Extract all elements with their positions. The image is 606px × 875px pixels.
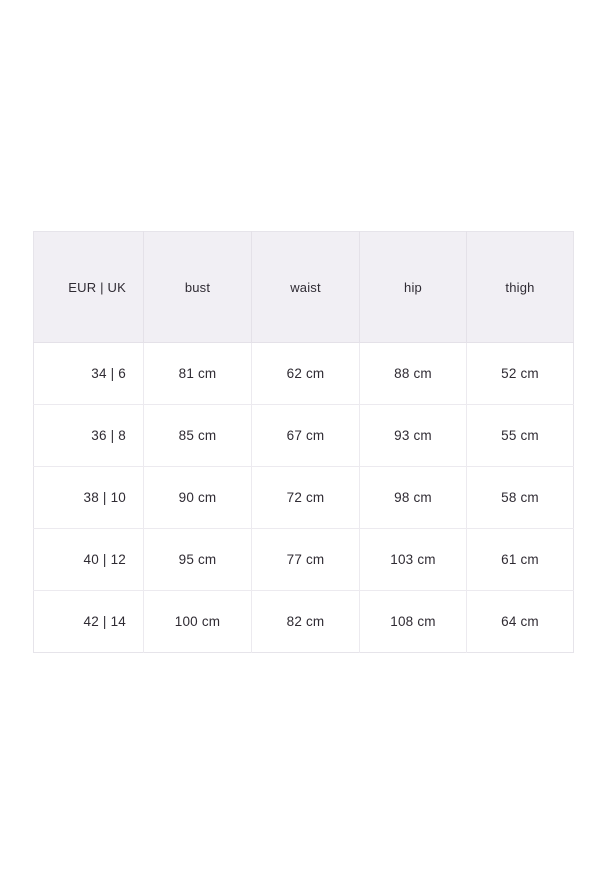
cell-waist: 67 cm — [252, 405, 360, 467]
cell-size: 34 | 6 — [34, 343, 144, 405]
cell-size: 36 | 8 — [34, 405, 144, 467]
table-row — [34, 529, 574, 591]
cell-hip: 108 cm — [360, 591, 467, 653]
table-body — [34, 343, 574, 653]
column-header-bust: bust — [144, 232, 252, 343]
cell-waist: 82 cm — [252, 591, 360, 653]
cell-size: 40 | 12 — [34, 529, 144, 591]
cell-hip: 103 cm — [360, 529, 467, 591]
cell-bust: 100 cm — [144, 591, 252, 653]
cell-hip: 98 cm — [360, 467, 467, 529]
cell-waist: 62 cm — [252, 343, 360, 405]
column-header-thigh: thigh — [467, 232, 574, 343]
column-header-waist: waist — [252, 232, 360, 343]
cell-size: 42 | 14 — [34, 591, 144, 653]
cell-bust: 81 cm — [144, 343, 252, 405]
table-row — [34, 467, 574, 529]
cell-bust: 90 cm — [144, 467, 252, 529]
cell-thigh: 58 cm — [467, 467, 574, 529]
cell-bust: 85 cm — [144, 405, 252, 467]
cell-hip: 88 cm — [360, 343, 467, 405]
cell-thigh: 64 cm — [467, 591, 574, 653]
cell-thigh: 52 cm — [467, 343, 574, 405]
table-row — [34, 591, 574, 653]
cell-hip: 93 cm — [360, 405, 467, 467]
cell-waist: 77 cm — [252, 529, 360, 591]
size-chart-container — [33, 231, 573, 653]
table-header — [34, 232, 574, 343]
table-row — [34, 343, 574, 405]
size-chart-table — [33, 231, 574, 653]
cell-waist: 72 cm — [252, 467, 360, 529]
column-header-size: EUR | UK — [34, 232, 144, 343]
table-header-row — [34, 232, 574, 343]
table-row — [34, 405, 574, 467]
column-header-hip: hip — [360, 232, 467, 343]
cell-size: 38 | 10 — [34, 467, 144, 529]
cell-thigh: 55 cm — [467, 405, 574, 467]
cell-bust: 95 cm — [144, 529, 252, 591]
cell-thigh: 61 cm — [467, 529, 574, 591]
